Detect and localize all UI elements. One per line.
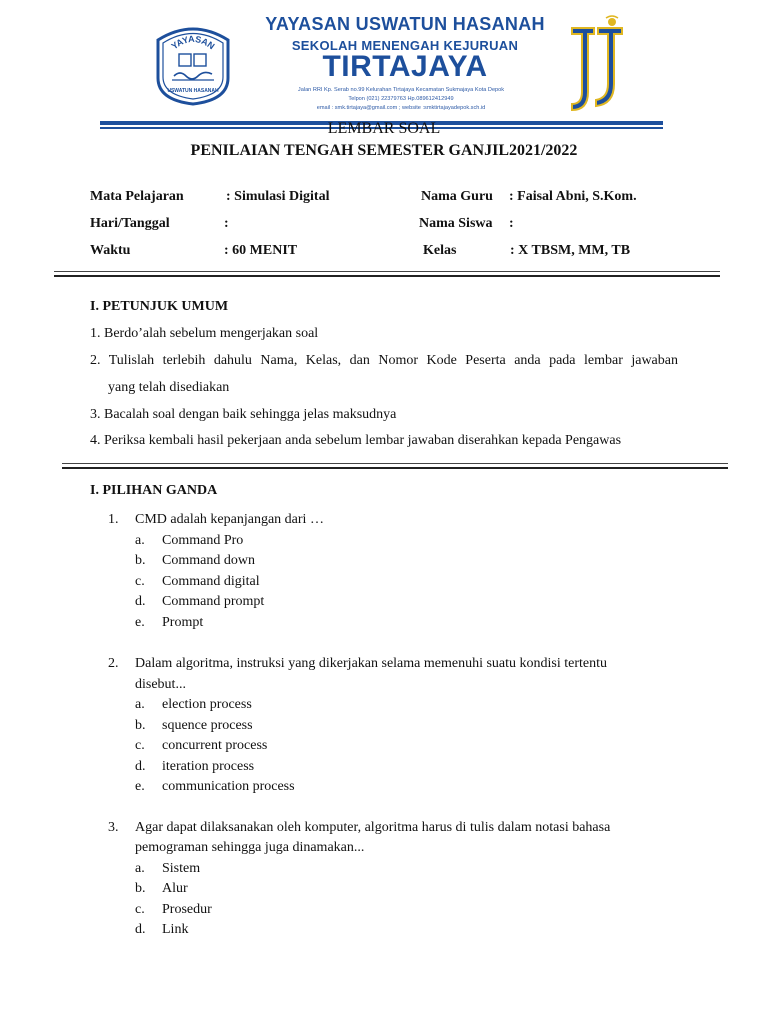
- option-text: Prompt: [162, 615, 204, 630]
- question-number: 1.: [108, 512, 119, 527]
- school-logo: [568, 14, 626, 114]
- question-number: 2.: [108, 656, 119, 671]
- option-letter: c.: [135, 738, 145, 753]
- instructions-divider: [62, 463, 728, 469]
- subject-value: : Simulasi Digital: [226, 189, 330, 204]
- question-number: 3.: [108, 820, 119, 835]
- instruction-item: 2. Tulislah terlebih dahulu Nama, Kelas, dan Nomor Kode Peserta anda pada lembar jawaban: [90, 353, 678, 368]
- option-text: concurrent process: [162, 738, 268, 753]
- instructions-heading: I. PETUNJUK UMUM: [90, 299, 229, 314]
- school-type: SEKOLAH MENENGAH KEJURUAN: [291, 38, 519, 53]
- option-letter: a.: [135, 861, 145, 876]
- document-subtitle: PENILAIAN TENGAH SEMESTER GANJIL2021/2022: [190, 142, 578, 159]
- logo-text-bottom: USWATUN HASANAH: [167, 88, 219, 94]
- option-text: Command down: [162, 553, 255, 568]
- school-name: TIRTAJAYA: [322, 50, 488, 83]
- option-letter: c.: [135, 574, 145, 589]
- document-title: LEMBAR SOAL: [327, 120, 441, 137]
- instruction-item: 3. Bacalah soal dengan baik sehingga jelas maksudnya: [90, 407, 397, 422]
- class-value: : X TBSM, MM, TB: [510, 243, 631, 258]
- option-text: Command digital: [162, 574, 260, 589]
- option-letter: b.: [135, 881, 146, 896]
- logo-text-top: YAYASAN: [169, 33, 217, 52]
- option-text: iteration process: [162, 759, 255, 774]
- student-value: :: [509, 216, 514, 231]
- header-divider: [54, 271, 720, 277]
- time-value: : 60 MENIT: [224, 243, 298, 258]
- option-letter: b.: [135, 718, 146, 733]
- option-text: election process: [162, 697, 252, 712]
- date-value: :: [224, 216, 229, 231]
- option-text: Link: [162, 922, 189, 937]
- instruction-item-continued: yang telah disediakan: [108, 380, 230, 395]
- option-text: Alur: [162, 881, 188, 896]
- option-text: Command prompt: [162, 594, 265, 609]
- question-text-continued: disebut...: [135, 677, 186, 692]
- teacher-value: : Faisal Abni, S.Kom.: [509, 189, 637, 204]
- option-letter: a.: [135, 533, 145, 548]
- option-letter: e.: [135, 615, 145, 630]
- instruction-item: 1. Berdo’alah sebelum mengerjakan soal: [90, 326, 319, 341]
- time-label: Waktu: [90, 243, 131, 258]
- option-text: communication process: [162, 779, 295, 794]
- question-text: Agar dapat dilaksanakan oleh komputer, algoritma harus di tulis dalam notasi bahasa: [135, 820, 611, 835]
- option-letter: b.: [135, 553, 146, 568]
- school-phone: Telpon (021) 22379763 Hp.089612412949: [348, 96, 454, 102]
- option-letter: d.: [135, 922, 146, 937]
- question-text: CMD adalah kepanjangan dari …: [135, 512, 324, 527]
- option-letter: d.: [135, 759, 146, 774]
- option-letter: d.: [135, 594, 146, 609]
- teacher-label: Nama Guru: [421, 189, 493, 204]
- option-text: squence process: [162, 718, 253, 733]
- date-label: Hari/Tanggal: [90, 216, 170, 231]
- foundation-name: YAYASAN USWATUN HASANAH: [265, 14, 545, 34]
- option-text: Command Pro: [162, 533, 244, 548]
- subject-label: Mata Pelajaran: [90, 189, 184, 204]
- option-letter: e.: [135, 779, 145, 794]
- student-label: Nama Siswa: [419, 216, 493, 231]
- option-text: Sistem: [162, 861, 201, 876]
- foundation-logo: [150, 20, 236, 106]
- class-label: Kelas: [423, 243, 457, 258]
- option-letter: a.: [135, 697, 145, 712]
- multiple-choice-heading: I. PILIHAN GANDA: [90, 483, 218, 498]
- option-letter: c.: [135, 902, 145, 917]
- school-email: email : smk.tirtajaya@gmail.com ; website :smktirtajayadepok.sch.id: [316, 105, 486, 111]
- school-address: Jalan RRI Kp. Serab no.99 Kelurahan Tirtajaya Kecamatan Sukmajaya Kota Depok: [297, 87, 505, 93]
- instruction-item: 4. Periksa kembali hasil pekerjaan anda sebelum lembar jawaban diserahkan kepada Pengawas: [90, 433, 622, 448]
- question-text: Dalam algoritma, instruksi yang dikerjakan selama memenuhi suatu kondisi tertentu: [135, 656, 607, 671]
- question-text-continued: pemograman sehingga juga dinamakan...: [135, 840, 365, 855]
- option-text: Prosedur: [162, 902, 212, 917]
